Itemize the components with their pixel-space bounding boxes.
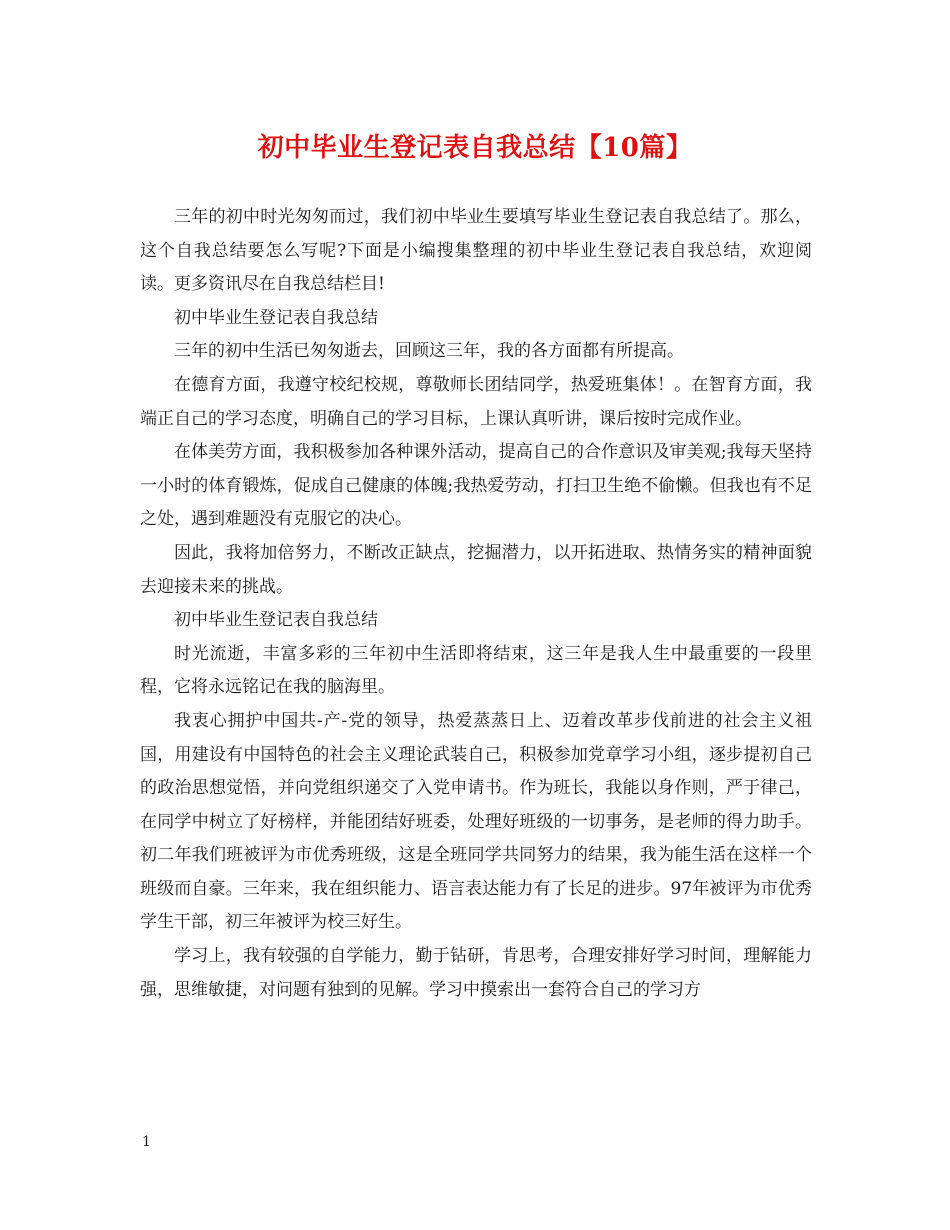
paragraph: 我衷心拥护中国共-产-党的领导，热爱蒸蒸日上、迈着改革步伐前进的社会主义祖国，用建设有中国特色的社会主义理论武装自己，积极参加党章学习小组，逐步提初自己的政治思想觉悟，并向党组织递交了入党申请书。作为班长，我能以身作则，严于律己，在同学中树立了好榜样，并能团结好班委，处理好班级的一切事务，是老师的得力助手。初二年我们班被评为市优秀班级，这是全班同学共同努力的结果，我为能生活在这样一个班级而自豪。三年来，我在组织能力、语言表达能力有了长足的进步。97年被评为市优秀学生干部，初三年被评为校三好生。 xyxy=(140,710,812,933)
paragraph: 学习上，我有较强的自学能力，勤于钻研，肯思考，合理安排好学习时间，理解能力强，思维敏捷，对问题有独到的见解。学习中摸索出一套符合自己的学习方 xyxy=(140,946,812,1000)
page-number: 1 xyxy=(142,1134,151,1150)
section-heading: 初中毕业生登记表自我总结 xyxy=(174,307,378,328)
section-heading: 初中毕业生登记表自我总结 xyxy=(174,610,378,631)
page-title: 初中毕业生登记表自我总结【10篇】 xyxy=(257,133,693,163)
paragraph: 三年的初中生活已匆匆逝去，回顾这三年，我的各方面都有所提高。 xyxy=(174,341,684,362)
paragraph: 三年的初中时光匆匆而过，我们初中毕业生要填写毕业生登记表自我总结了。那么，这个自我总结要怎么写呢?下面是小编搜集整理的初中毕业生登记表自我总结，欢迎阅读。更多资讯尽在自我总结栏目! xyxy=(140,207,812,295)
paragraph: 在体美劳方面，我积极参加各种课外活动，提高自己的合作意识及审美观;我每天坚持一小时的体育锻炼，促成自己健康的体魄;我热爱劳动，打扫卫生绝不偷懒。但我也有不足之处，遇到难题没有克服它的决心。 xyxy=(140,442,812,530)
document-body xyxy=(140,201,812,1007)
paragraph: 因此，我将加倍努力，不断改正缺点，挖掘潜力，以开拓进取、热情务实的精神面貌去迎接未来的挑战。 xyxy=(140,542,812,597)
paragraph: 在德育方面，我遵守校纪校规，尊敬师长团结同学，热爱班集体！。在智育方面，我端正自己的学习态度，明确自己的学习目标，上课认真听讲，课后按时完成作业。 xyxy=(140,374,812,429)
paragraph: 时光流逝，丰富多彩的三年初中生活即将结束，这三年是我人生中最重要的一段里程，它将永远铭记在我的脑海里。 xyxy=(140,643,812,698)
